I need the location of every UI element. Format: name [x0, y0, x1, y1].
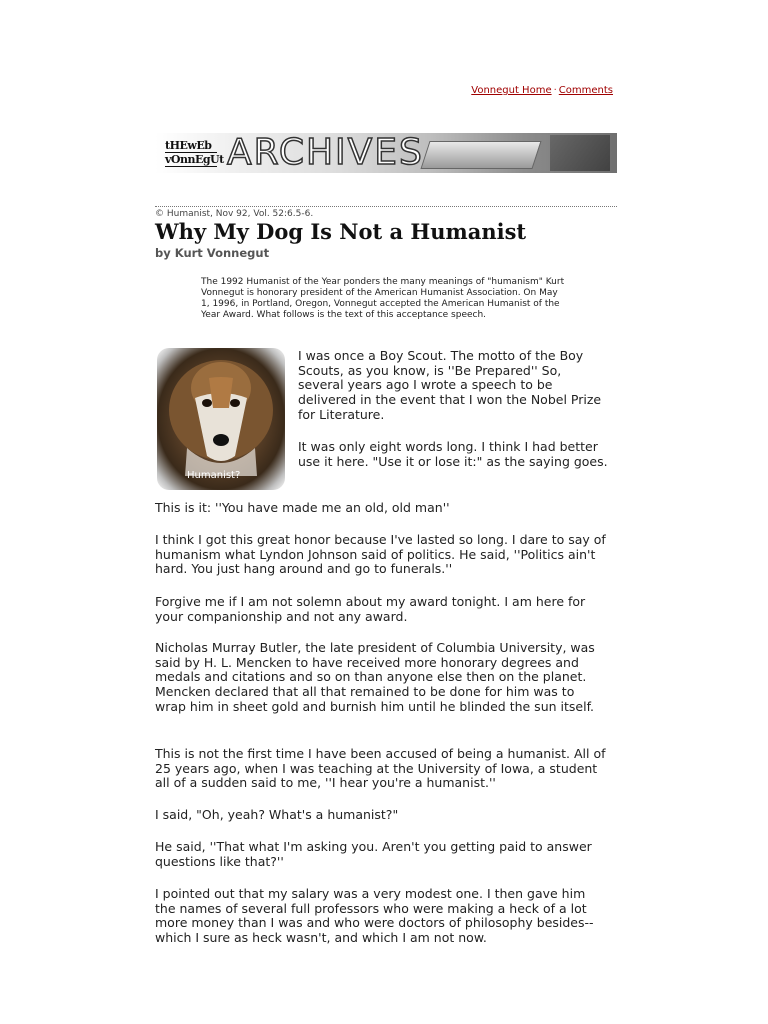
paragraph-7: This is not the first time I have been accused of being a humanist. All of 25 years ago, when I was teaching at the University of Iowa, a student all of a sudden said to me, ''I hear you're a humanist.''	[155, 746, 606, 791]
article-byline: by Kurt Vonnegut	[155, 246, 270, 260]
paragraph-9: He said, ''That what I'm asking you. Aren't you getting paid to answer questions like that?''	[155, 839, 592, 869]
banner-title: ARCHIVES	[227, 133, 424, 173]
paragraph-3: This is it: ''You have made me an old, old man''	[155, 500, 450, 515]
paragraph-4: I think I got this great honor because I've lasted so long. I dare to say of humanism what Lyndon Johnson said of politics. He said, ''Politics ain't hard. You just hang around and go to funerals.''	[155, 532, 606, 577]
paragraph-5: Forgive me if I am not solemn about my award tonight. I am here for your companionship and not any award.	[155, 594, 586, 624]
paragraph-10: I pointed out that my salary was a very modest one. I then gave him the names of several full professors who were making a heck of a lot more money than I was and who were doctors of philosophy besides--which I sure as heck wasn't, and which I am not now.	[155, 886, 594, 946]
vonnegut-home-link[interactable]: Vonnegut Home	[471, 85, 552, 96]
book-illustration	[420, 141, 541, 169]
paragraph-1: I was once a Boy Scout. The motto of the Boy Scouts, as you know, is ''Be Prepared'' So, several years ago I wrote a speech to be delivered in the event that I won the Nobel Prize for Literature.	[298, 348, 602, 422]
dotted-divider	[155, 206, 617, 207]
paragraph-2: It was only eight words long. I think I had better use it here. "Use it or lose it:" as the saying goes.	[298, 439, 608, 469]
citation: © Humanist, Nov 92, Vol. 52:6.5-6.	[155, 209, 314, 219]
comments-link[interactable]: Comments	[558, 85, 613, 96]
image-caption: Humanist?	[187, 470, 241, 481]
link-separator: ·	[553, 85, 557, 96]
logo-line-1: tHEwEb	[165, 139, 217, 153]
dog-image	[157, 348, 285, 490]
top-links	[471, 85, 613, 96]
collie-icon	[157, 348, 285, 490]
article-intro: The 1992 Humanist of the Year ponders the many meanings of "humanism" Kurt Vonnegut is honorary president of the American Humanist Association. On May 1, 1996, in Portland, Oregon, Vonnegut accepted the American Humanist of the Year Award. What follows is the text of this acceptance speech.	[201, 277, 565, 320]
photo-illustration	[550, 135, 610, 171]
logo-line-2: vOnnEgUt	[165, 153, 224, 166]
archives-banner	[155, 133, 617, 173]
paragraph-6: Nicholas Murray Butler, the late president of Columbia University, was said by H. L. Mencken to have received more honorary degrees and medals and citations and so on than anyone else then on the planet. Mencken declared that all that remained to be done for him was to wrap him in sheet gold and burnish him until he blinded the sun itself.	[155, 640, 595, 714]
article-title: Why My Dog Is Not a Humanist	[155, 219, 527, 244]
site-logo[interactable]	[165, 137, 224, 169]
paragraph-8: I said, "Oh, yeah? What's a humanist?"	[155, 807, 399, 822]
